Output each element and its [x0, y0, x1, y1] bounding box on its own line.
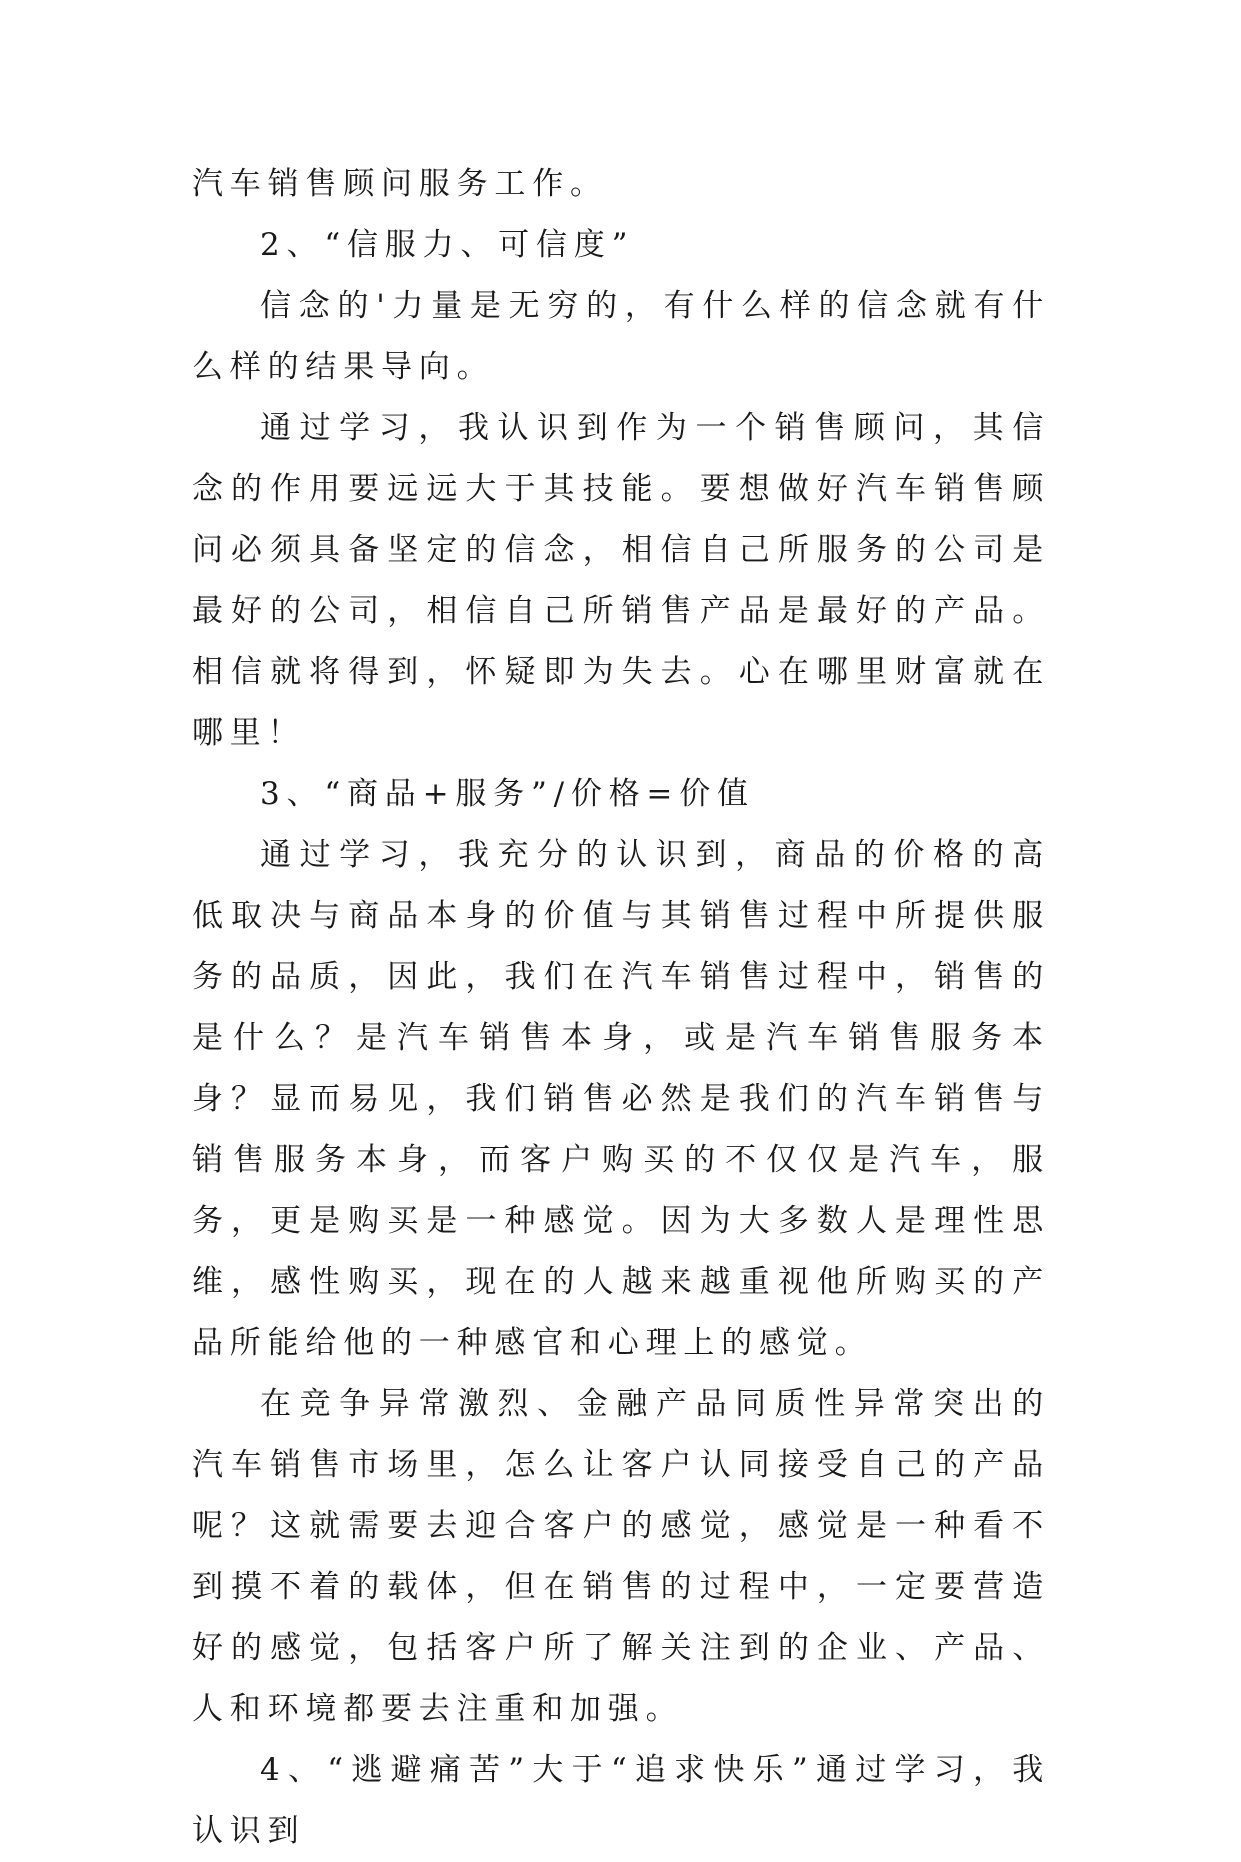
paragraph-competition: 在竞争异常激烈、金融产品同质性异常突出的汽车销售市场里，怎么让客户认同接受自己的产品呢？这就需要去迎合客户的感觉，感觉是一种看不到摸不着的载体，但在销售的过程中，一定要营造好的感觉，包括客户所了解关注到的企业、产品、人和环境都要去注重和加强。 [192, 1386, 1050, 1727]
paragraph-belief-learning: 通过学习，我认识到作为一个销售顾问，其信念的作用要远远大于其技能。要想做好汽车销售顾问必须具备坚定的信念，相信自己所服务的公司是最好的公司，相信自己所销售产品是最好的产品。相信就将得到，怀疑即为失去。心在哪里财富就在哪里！ [192, 410, 1050, 751]
paragraph-belief-power: 信念的'力量是无穷的，有什么样的信念就有什么样的结果导向。 [192, 288, 1050, 385]
paragraph-continuation: 汽车销售顾问服务工作。 [192, 166, 608, 202]
document-body [192, 154, 1050, 1862]
section-heading-4: 4、“逃避痛苦”大于“追求快乐”通过学习，我认识到 [192, 1752, 1050, 1849]
section-heading-2: 2、“信服力、可信度” [260, 227, 635, 263]
paragraph-value-learning: 通过学习，我充分的认识到，商品的价格的高低取决与商品本身的价值与其销售过程中所提供服务的品质，因此，我们在汽车销售过程中，销售的是什么？是汽车销售本身，或是汽车销售服务本身？显而易见，我们销售必然是我们的汽车销售与销售服务本身，而客户购买的不仅仅是汽车，服务，更是购买是一种感觉。因为大多数人是理性思维，感性购买，现在的人越来越重视他所购买的产品所能给他的一种感官和心理上的感觉。 [192, 837, 1050, 1361]
section-heading-3: 3、“商品+服务”/价格=价值 [260, 776, 755, 812]
